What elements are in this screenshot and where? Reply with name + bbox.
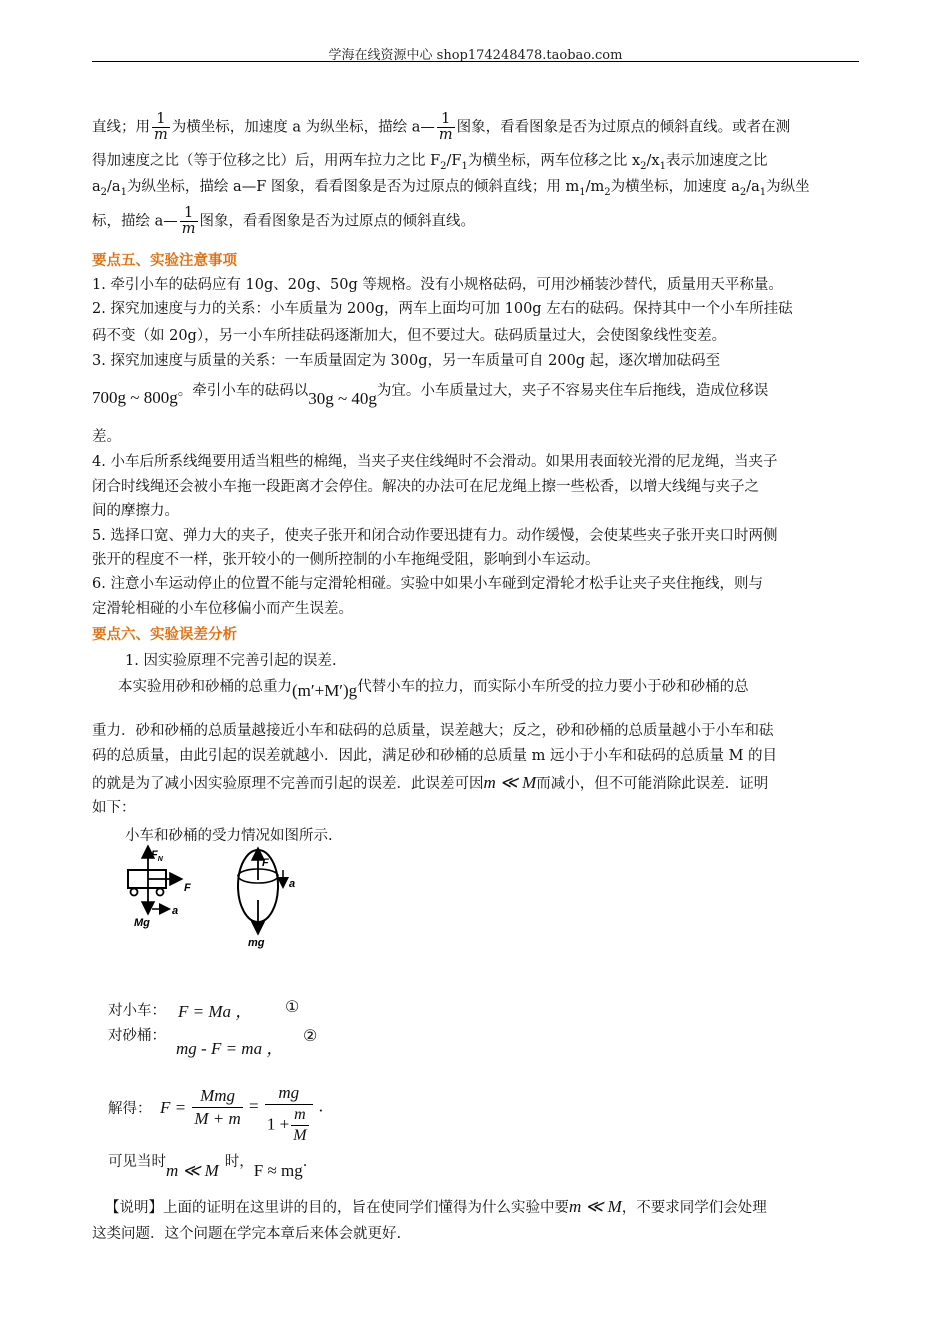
bucket-diagram bbox=[238, 850, 295, 949]
note-line-2: 这类问题．这个问题在学完本章后来体会就更好. bbox=[92, 1226, 402, 1242]
intro-line-3: $a_2/a_1$为纵坐标，描绘 a—F 图象，看看图象是否为过原点的倾斜直线；用 $m_1/m_2$为横坐标，加速度 $a_2/a_1$为纵坐 bbox=[92, 179, 810, 198]
s5-item-3-line-2: 700g ~ 800g。牵引小车的砝码以30g ~ 40g为宜。小车质量过大，夹子不容易夹住车后拖线，造成位移误 bbox=[92, 383, 769, 408]
intro-line-1: 直线；用 $\frac{1}{m}$ 为横坐标，加速度 a 为纵坐标，描绘 a— $\frac{1}{m}$ 图象，看看图象是否为过原点的倾斜直线。或者在测 bbox=[92, 111, 791, 143]
intro-line-4: 标，描绘 a— $\frac{1}{m}$ 图象，看看图象是否为过原点的倾斜直线。 bbox=[92, 205, 476, 237]
s5-item-2-line-2: 码不变（如 20g），另一小车所挂砝码逐渐加大，但不要过大。砝码质量过大，会使图象线性变差。 bbox=[92, 328, 727, 344]
bucket-f-label: F bbox=[262, 857, 269, 869]
fraction-1-over-m: $\frac{1}{m}$ bbox=[154, 111, 168, 143]
fraction-1-over-m: $\frac{1}{m}$ bbox=[438, 111, 453, 143]
free-body-diagram bbox=[118, 840, 328, 955]
fraction-1-over-m: $\frac{1}{m}$ bbox=[181, 205, 196, 237]
car-fn-label: $F_N$ bbox=[151, 849, 163, 863]
car-eq-label: 对小车： bbox=[108, 1003, 166, 1019]
s6-line-2: 重力．砂和砂桶的总质量越接近小车和砝码的总质量，误差越大；反之，砂和砂桶的总质量越小于小车和砝 bbox=[92, 723, 774, 739]
fraction-m-over-M: $\frac{m}{M}$ bbox=[293, 1106, 307, 1144]
s6-item-1: 1. 因实验原理不完善引起的误差. bbox=[125, 653, 337, 669]
car-a-label: a bbox=[172, 905, 179, 917]
intro-line-2: 得加速度之比（等于位移之比）后，用两车拉力之比 $F_2/F_1$为横坐标，两车位移之比 $x_2/x_1$表示加速度之比 bbox=[92, 153, 768, 172]
bucket-a-label: a bbox=[289, 878, 296, 890]
bucket-equation: mg - F = ma ， bbox=[176, 1039, 284, 1058]
car-equation: F = Ma ， bbox=[178, 1002, 253, 1021]
s6-line-4: 的就是为了减小因实验原理不完善而引起的误差．此误差可因m ≪ M而减小，但不可能消除此误差．证明 bbox=[92, 773, 769, 792]
solve-label: 解得： bbox=[108, 1101, 152, 1117]
s6-line-1: 本实验用砂和砂桶的总重力(m′+M′)g代替小车的拉力，而实际小车所受的拉力要小于砂和砂桶的总 bbox=[118, 679, 749, 700]
header-divider bbox=[92, 61, 859, 62]
s6-line-5: 如下： bbox=[92, 800, 136, 816]
equation-number-1: ① bbox=[285, 997, 300, 1016]
bucket-mg-label: mg bbox=[248, 937, 265, 949]
s5-item-6-line-2: 定滑轮相碰的小车位移偏小而产生误差。 bbox=[92, 601, 353, 617]
car-mg-label: Mg bbox=[134, 917, 150, 929]
conclusion-line: 可见当时m ≪ M 时，F ≈ mg. bbox=[108, 1154, 308, 1180]
s6-line-6: 小车和砂桶的受力情况如图所示. bbox=[125, 828, 333, 844]
s5-item-3-line-3: 差。 bbox=[92, 429, 121, 445]
fraction-mg: mg 1 + $\frac{m}{M}$ bbox=[265, 1082, 313, 1146]
bucket-eq-label: 对砂桶： bbox=[108, 1028, 166, 1044]
car-diagram bbox=[128, 848, 191, 929]
car-wheel bbox=[157, 889, 164, 896]
car-wheel bbox=[131, 889, 138, 896]
fraction-mmg: $\frac{\text{Mmg}}{M + m}$ bbox=[194, 1086, 241, 1128]
s5-item-5-line-1: 5. 选择口宽、弹力大的夹子，使夹子张开和闭合动作要迅捷有力。动作缓慢，会使某些夹子张开夹口时两侧 bbox=[92, 528, 778, 544]
equation-number-2: ② bbox=[303, 1026, 318, 1045]
solution-equation: F = $\frac{\text{Mmg}}{M + m}$ = mg 1 + $\frac{m}{M}$ . bbox=[160, 1083, 324, 1144]
s5-item-4-line-3: 间的摩擦力。 bbox=[92, 503, 179, 519]
s5-item-5-line-2: 张开的程度不一样，张开较小的一侧所控制的小车拖绳受阻，影响到小车运动。 bbox=[92, 552, 600, 568]
s5-item-4-line-1: 4. 小车后所系线绳要用适当粗些的棉绳，当夹子夹住线绳时不会滑动。如果用表面较光滑的尼龙绳，当夹子 bbox=[92, 454, 778, 470]
page-header: 学海在线资源中心 shop174248478.taobao.com bbox=[328, 48, 623, 63]
s5-item-3-line-1: 3. 探究加速度与质量的关系：一车质量固定为 300g，另一车质量可自 200g 起，逐次增加砝码至 bbox=[92, 353, 721, 369]
section-6-title: 要点六、实验误差分析 bbox=[92, 627, 237, 643]
note-line-1: 【说明】上面的证明在这里讲的目的，旨在使同学们懂得为什么实验中要m ≪ M，不要求同学们会处理 bbox=[105, 1197, 767, 1216]
s5-item-4-line-2: 闭合时线绳还会被小车拖一段距离才会停住。解决的办法可在尼龙绳上擦一些松香，以增大线绳与夹子之 bbox=[92, 479, 759, 495]
car-f-label: F bbox=[184, 882, 191, 894]
s5-item-6-line-1: 6. 注意小车运动停止的位置不能与定滑轮相碰。实验中如果小车碰到定滑轮才松手让夹子夹住拖线，则与 bbox=[92, 576, 763, 592]
s5-item-2-line-1: 2. 探究加速度与力的关系：小车质量为 200g，两车上面均可加 100g 左右的砝码。保持其中一个小车所挂砝 bbox=[92, 301, 793, 317]
section-5-title: 要点五、实验注意事项 bbox=[92, 253, 237, 269]
s5-item-1: 1. 牵引小车的砝码应有 10g、20g、50g 等规格。没有小规格砝码，可用沙桶装沙替代，质量用天平称量。 bbox=[92, 277, 783, 293]
s6-line-3: 码的总质量，由此引起的误差就越小．因此，满足砂和砂桶的总质量 m 远小于小车和砝码的总质量 M 的目 bbox=[92, 748, 778, 764]
